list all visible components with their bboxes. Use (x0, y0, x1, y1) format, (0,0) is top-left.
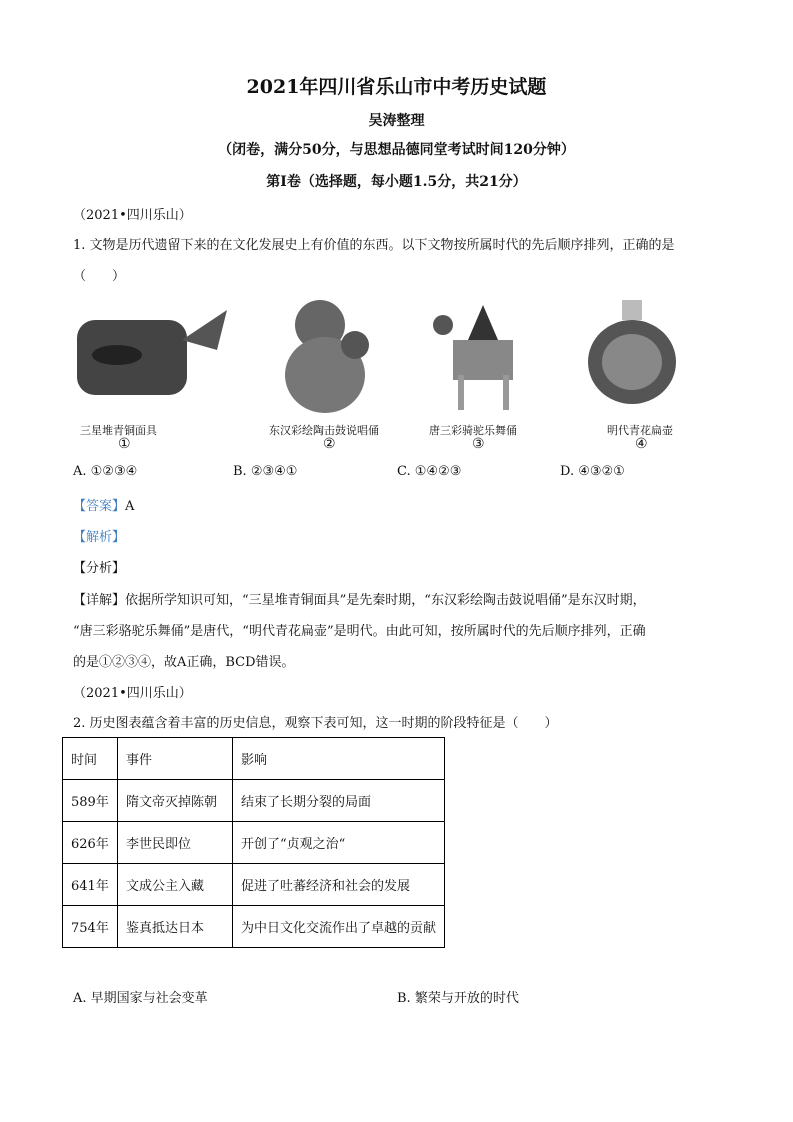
table-cell: 754年 (63, 906, 118, 948)
table-cell: 开创了“贞观之治“ (233, 822, 445, 864)
table-cell: 为中日文化交流作出了卓越的贡献 (233, 906, 445, 948)
q2-source: （2021•四川乐山） (73, 686, 192, 701)
q2-option-a: A. 早期国家与社会变革 (73, 991, 208, 1006)
table-cell: 文成公主入藏 (118, 864, 233, 906)
answer-label: 【答案】 (73, 499, 126, 514)
section-heading: 第Ⅰ卷（选择题，每小题1.5分，共21分） (266, 174, 527, 190)
q1-option-d: D. ④③②① (560, 464, 625, 479)
table-cell: 隋文帝灭掉陈朝 (118, 780, 233, 822)
table-cell: 事件 (118, 738, 233, 780)
q1-stem: 1. 文物是历代遗留下来的在文化发展史上有价值的东西。以下文物按所属时代的先后顺序排列，正确的是 (73, 238, 675, 253)
detail-line-1: 【详解】依据所学知识可知，“三星堆青铜面具”是先秦时期，“东汉彩绘陶击鼓说唱俑”是东汉时期， (73, 593, 646, 608)
fenxi-label: 【分析】 (73, 561, 126, 576)
table-cell: 促进了吐蕃经济和社会的发展 (233, 864, 445, 906)
table-cell: 李世民即位 (118, 822, 233, 864)
flask-image (582, 300, 682, 410)
table-cell: 影响 (233, 738, 445, 780)
bronze-mask-image (72, 300, 232, 405)
q1-paren: （ ） (73, 269, 126, 284)
caption-3: 唐三彩骑驼乐舞俑 (429, 424, 517, 437)
caption-num-4: ④ (635, 436, 648, 452)
table-cell: 结束了长期分裂的局面 (233, 780, 445, 822)
table-row (63, 780, 445, 822)
table-cell: 641年 (63, 864, 118, 906)
camel-figure-image (428, 295, 528, 415)
answer-line (73, 495, 134, 514)
q2-option-b: B. 繁荣与开放的时代 (397, 991, 519, 1006)
table-cell: 626年 (63, 822, 118, 864)
table-cell: 时间 (63, 738, 118, 780)
detail-line-3: 的是①②③④，故A正确，BCD错误。 (73, 655, 295, 670)
analysis-label: 【解析】 (73, 530, 126, 545)
answer-value: A (125, 499, 135, 514)
subtitle: （闭卷，满分50分，与思想品德同堂考试时间120分钟） (218, 142, 575, 158)
author: 吴涛整理 (368, 113, 425, 129)
q2-stem: 2. 历史图表蕴含着丰富的历史信息，观察下表可知，这一时期的阶段特征是（ ） (73, 716, 558, 731)
table-cell: 589年 (63, 780, 118, 822)
title: 2021年四川省乐山市中考历史试题 (246, 76, 547, 98)
caption-num-2: ② (323, 436, 336, 452)
q1-source: （2021•四川乐山） (73, 208, 192, 223)
caption-2: 东汉彩绘陶击鼓说唱俑 (269, 424, 379, 437)
caption-num-1: ① (118, 436, 131, 452)
pottery-figure-image (275, 295, 375, 415)
caption-1: 三星堆青铜面具 (80, 424, 157, 437)
table-row (63, 906, 445, 948)
table-row (63, 822, 445, 864)
table-cell: 鉴真抵达日本 (118, 906, 233, 948)
caption-4: 明代青花扁壶 (607, 424, 673, 437)
q1-option-a: A. ①②③④ (73, 464, 138, 479)
q1-option-c: C. ①④②③ (397, 464, 462, 479)
table-header-row (63, 738, 445, 780)
detail-line-2: “唐三彩骆驼乐舞俑”是唐代，“明代青花扁壶”是明代。由此可知，按所属时代的先后顺序排列，正确 (73, 624, 646, 639)
history-table (62, 737, 445, 948)
table-row (63, 864, 445, 906)
caption-num-3: ③ (472, 436, 485, 452)
q1-option-b: B. ②③④① (233, 464, 298, 479)
